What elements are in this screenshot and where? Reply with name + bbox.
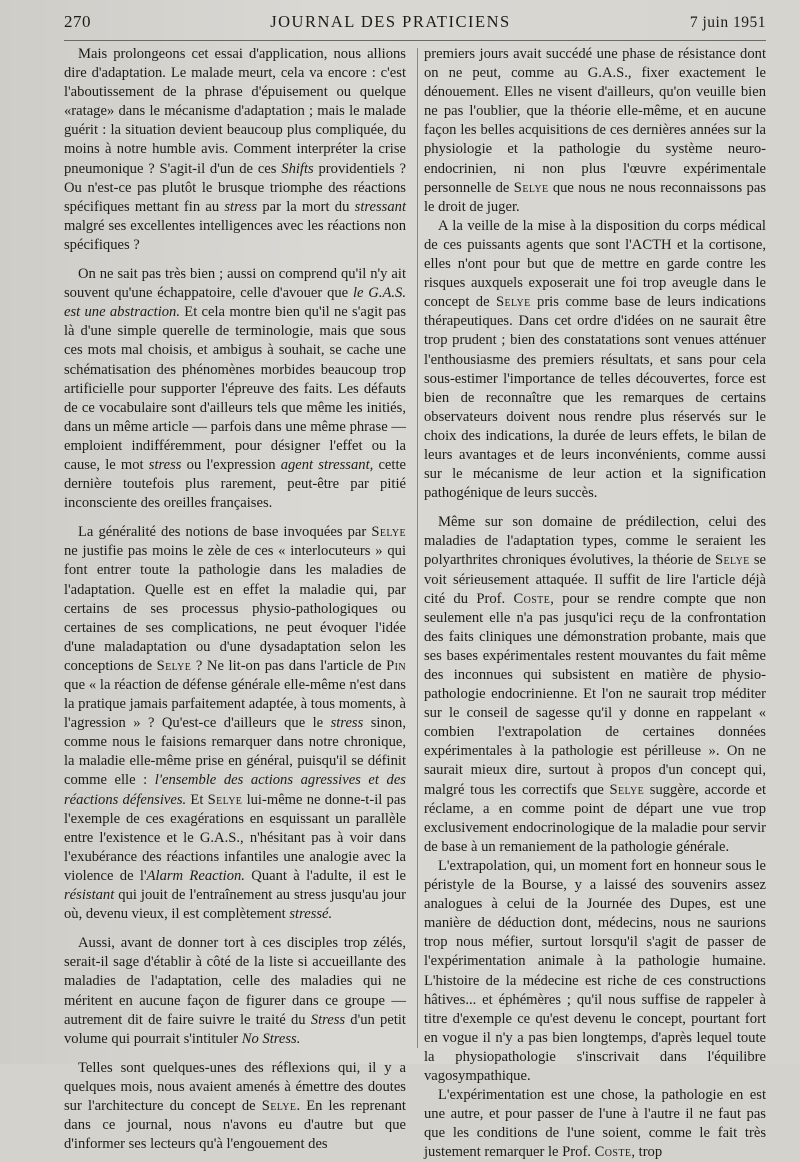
paragraph: Même sur son domaine de prédilection, celui des maladies de l'adaptation types, comme le seraient les polyarthrites chroniques évolutives, la théorie de Selye se voit sérieusement attaquée. Il suffit de lire l'article déjà cité du Prof. Coste, pour se rendre compte que non seulement elle n'a pas jusqu'ici reçu de la confrontation des faits cliniques une démonstration probante, mais que ses bases expérimentales restent mouvantes du fait même des inconnues qui subsistent en matière de physio-pathologie endocrinienne. Et l'on ne saurait trop méditer sur le conseil de sagesse qu'il y donne en rappelant « combien l'extrapolation de certaines données expérimentales à la pathologie est périlleuse ». On ne saurait mieux dire, surtout à propos d'un concept qui, malgré tous les correctifs que Selye suggère, accorde et réclame, a en comme point de départ une vue trop exclusivement endocrinologique de la maladie pour servir de base à un remaniement de la pathologie générale. — [424, 514, 767, 855]
column-divider — [417, 48, 418, 1048]
paragraph: La généralité des notions de base invoquées par Selye ne justifie pas moins le zèle de ces « interlocuteurs » qui font entrer toute la pathologie dans les maladies de l'adaptation. Quelle est en effet la maladie qui, par certains de ses processus physio-pathologiques ou certaines de ses complications, ne peut évoquer l'idée d'une maladaptation ou d'une dysadaptation selon les conceptions de Selye ? Ne lit-on pas dans l'article de Pin que « la réaction de défense générale elle-même n'est dans la pratique jamais parfaitement adaptée, à tous moments, à l'agression » ? Qu'est-ce d'ailleurs que le stress sinon, comme nous le faisions remarquer dans notre chronique, la maladie elle-même prise en général, puisqu'il se définit comme elle : l'ensemble des actions agressives et des réactions défensives. Et Selye lui-même ne donne-t-il pas l'exemple de ces exagérations en esquissant un parallèle entre l'existence et le G.A.S., n'hésitant pas à voir dans l'exubérance des réactions infantiles une analogie avec la violence de l'Alarm Reaction. Quant à l'adulte, il est le résistant qui jouit de l'entraînement au stress jusqu'au jour où, devenu vieux, il est complètement stressé. — [64, 524, 407, 923]
paragraph: premiers jours avait succédé une phase de résistance dont on ne peut, comme au G.A.S., fixer exactement le dénouement. Elles ne visent d'ailleurs, qu'on veuille bien ne pas l'oublier, que la théorie elle-même, et en aucune façon les belles acquisitions de ces dernières années sur la physiologie et la pathologie du système neuro-endocrinien, ni non plus l'œuvre expérimentale personnelle de Selye que nous ne nous reconnaissons pas le droit de juger. — [424, 46, 767, 215]
paragraph: Aussi, avant de donner tort à ces disciples trop zélés, serait-il sage d'établir à côté de la liste si accueillante des maladies de l'adaptation, celle des maladies qui ne méritent en aucune façon de figurer dans ce groupe — autrement dit de faire suivre le traité du Stress d'un petit volume qui pourrait s'intituler No Stress. — [64, 935, 406, 1047]
issue-date: 7 juin 1951 — [689, 14, 766, 31]
paragraph: L'expérimentation est une chose, la pathologie en est une autre, et pour passer de l'une à l'autre il ne faut pas que les conditions de l'une soient, comme le fait très justement remarquer le Prof. Coste, trop — [424, 1087, 766, 1161]
page-header — [64, 12, 766, 41]
page-number: 270 — [64, 12, 91, 31]
paragraph: Telles sont quelques-unes des réflexions qui, il y a quelques mois, nous avaient amenés à émettre des doutes sur l'architecture du concept de Selye. En les reprenant dans ce journal, nous n'avons eu d'autre but que d'informer ses lecteurs qu'à l'engouement des — [64, 1059, 406, 1153]
paragraph: Mais prolongeons cet essai d'application, nous allions dire d'adaptation. Le malade meurt, cela va encore : c'est l'aboutissement de la phrase d'épuisement ou quelque «ratage» dans le mécanisme d'adaptation ; mais le malade guérit : la situation devient beaucoup plus compliquée, du moins à notre humble avis. Comment interpréter la crise pneumonique ? S'agit-il d'un de ces Shifts providentiels ? Ou n'est-ce pas plutôt le brusque triomphe des réactions spécifiques mettant fin au stress par la mort du stressant malgré ses excellentes intelligences avec les réactions non spécifiques ? — [64, 46, 406, 253]
right-column — [424, 45, 766, 1162]
paragraph: A la veille de la mise à la disposition du corps médical de ces puissants agents que sont l'ACTH et la cortisone, elles n'ont pour but que de mettre en garde contre les risques auxquels exposerait une foi trop aveugle dans le concept de Selye pris comme base de leurs indications thérapeutiques. Dans cet ordre d'idées on ne saurait être trop prudent ; bien des constatations sont venues atténuer l'enthousiasme des premiers résultats, et sans pour cela sous-estimer l'importance de telles découvertes, force est bien de reconnaître que les remarques de certains observateurs doivent nous rendre plus réservés sur le choix des indications, la durée de leurs effets, le bilan de leurs avantages et de leurs inconvénients, comme aussi sur le mécanisme de leur action et la signification pathogénique de leurs succès. — [424, 217, 766, 502]
journal-title: JOURNAL DES PRATICIENS — [270, 12, 511, 31]
paragraph: L'extrapolation, qui, un moment fort en honneur sous le péristyle de la Bourse, y a laissé des souvenirs assez analogues à celui de la Journée des Dupes, est une manière de déduction dont, médecins, nous ne saurions trop nous méfier, surtout lorsqu'il s'agit de passer de l'expérimentation animale à la pathologie humaine. L'histoire de la médecine est riche de ces constructions hâtives... et éphémères ; qu'il nous suffise de rappeler à titre d'exemple ce qu'est devenu le concept, pourtant fort en vogue il n'y a pas bien longtemps, d'après lequel toute la physiopathologie s'inscrivait dans l'équilibre vagosympathique. — [424, 857, 766, 1084]
article-columns — [64, 45, 766, 1162]
paragraph: On ne sait pas très bien ; aussi on comprend qu'il n'y ait souvent qu'une échappatoire, celle d'avouer que le G.A.S. est une abstraction. Et cela montre bien qu'il ne s'agit pas là d'une simple querelle de terminologie, mais que sous ces mots mal choisis, et ambigus à souhait, se cache une schématisation des phénomènes morbides beaucoup trop artificielle pour supporter l'épreuve des faits. Les défauts de ce vocabulaire sont d'ailleurs tels que même les initiés, dans un même article — parfois dans une même phrase — emploient indifféremment, pour désigner l'effet ou la cause, le mot stress ou l'expression agent stressant, cette dernière toutefois plus rarement, peut-être par pitié inconsciente des oreilles françaises. — [64, 266, 406, 512]
left-column — [64, 45, 406, 1162]
